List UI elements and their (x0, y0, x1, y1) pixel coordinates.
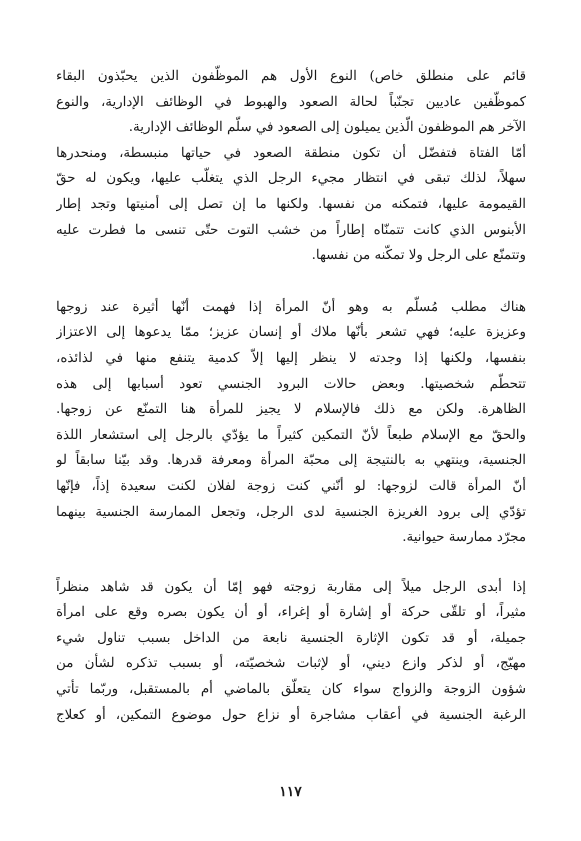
text-line: الآخر هم الموظفون الّذين يميلون إلى الصعود في سلّم الوظائف الإدارية. (128, 120, 526, 136)
text-line: تؤدّي إلى برود الغريزة الجنسية لدى الرجل، وتجعل الممارسة الجنسية بينهما (56, 504, 526, 520)
text-line: مثيراً، أو تلقّى حركة أو إشارة أو إغراء، أو أن يكون بصره وقع على امرأة (56, 605, 526, 621)
text-line: كموظّفين عاديين تجنّباً لحالة الصعود والهبوط في الوظائف الإدارية، والنوع (56, 94, 526, 110)
paragraph-3 (56, 575, 526, 729)
text-line: الظاهرة. ولكن مع ذلك فالإسلام لا يجيز للمرأة هنا التمنّع عن زوجها. (56, 402, 526, 418)
text-line: جميلة، أو قد تكون الإثارة الجنسية نابعة من الداخل بسبب تناول شيء (56, 630, 526, 646)
text-line: القيمومة عليها، فتمكنه من نفسها. ولكنها ما إن تصل إلى أمنيتها وتجد إطار (56, 196, 526, 212)
paragraph-1 (56, 64, 526, 269)
page-body (56, 64, 526, 728)
text-line: وتتمنّع على الرجل ولا تمكّنه من نفسها. (311, 248, 526, 264)
text-line: الرغبة الجنسية في أعقاب مشاجرة أو نزاع حول موضوع التمكين، أو كعلاج (56, 707, 526, 723)
text-line: هناك مطلب مُسلّم به وهو أنّ المرأة إذا فهمت أنّها أثيرة عند زوجها (56, 299, 526, 315)
paragraph-spacer (56, 269, 526, 295)
text-line: تتحطّم شخصيتها. وبعض حالات البرود الجنسي تعود أسبابها إلى هذه (56, 376, 526, 392)
page-number: ١١٧ (279, 784, 302, 800)
paragraph-2 (56, 295, 526, 551)
text-line: بنفسها، ولكنها إذا وجدته لا ينظر إليها إلاّ كدمية يتنفع منها في لذائذه، (56, 350, 526, 366)
paragraph-spacer (56, 551, 526, 575)
text-line: مجرّد ممارسة حيوانية. (402, 530, 526, 546)
text-line: الأبنوس الذي كانت تتمنّاه إطاراً من خشب التوت حتّى تنسى ما فطرت عليه (56, 222, 526, 238)
text-line: الجنسية، وينتهي به بالنتيجة إلى محبّة المرأة ومعرفة قدرها. وقد بيّنا سابقاً لو (56, 453, 526, 469)
text-line: إذا أبدى الرجل ميلاً إلى مقاربة زوجته فهو إمّا أن يكون قد شاهد منظراً (56, 579, 526, 595)
text-line: مهيّج، أو لذكر وازع ديني، أو لإثبات شخصيّته، أو بسبب تذكره لشأن من (56, 656, 526, 672)
text-line: أمّا الفتاة فتفضّل أن تكون منطقة الصعود في حياتها منبسطة، ومنحدرها (56, 145, 526, 161)
text-line: قائم على منطلق خاص) النوع الأول هم الموظّفون الذين يحبّذون البقاء (56, 69, 526, 84)
text-line: أنّ المرأة قالت لزوجها: لو أنّني كنت زوجة لفلان لكنت سعيدة إذاً، فإنّها (56, 478, 526, 494)
text-line: وعزيزة عليه؛ فهي تشعر بأنّها ملاك أو إنسان عزيز؛ ممّا يدعوها إلى الاعتزاز (56, 325, 526, 341)
text-line: شؤون الزوجة والزواج سواء كان يتعلّق بالماضي أم بالمستقبل، وربّما تأتي (56, 682, 526, 698)
text-line: سهلاً، لذلك تبقى في انتظار مجيء الرجل الذي يتغلّب عليها، ويكون له حقّ (56, 171, 526, 187)
text-line: والحقّ مع الإسلام طبعاً لأنّ التمكين كثيراً ما يؤدّي بالرجل إلى استشعار اللذة (56, 427, 526, 443)
